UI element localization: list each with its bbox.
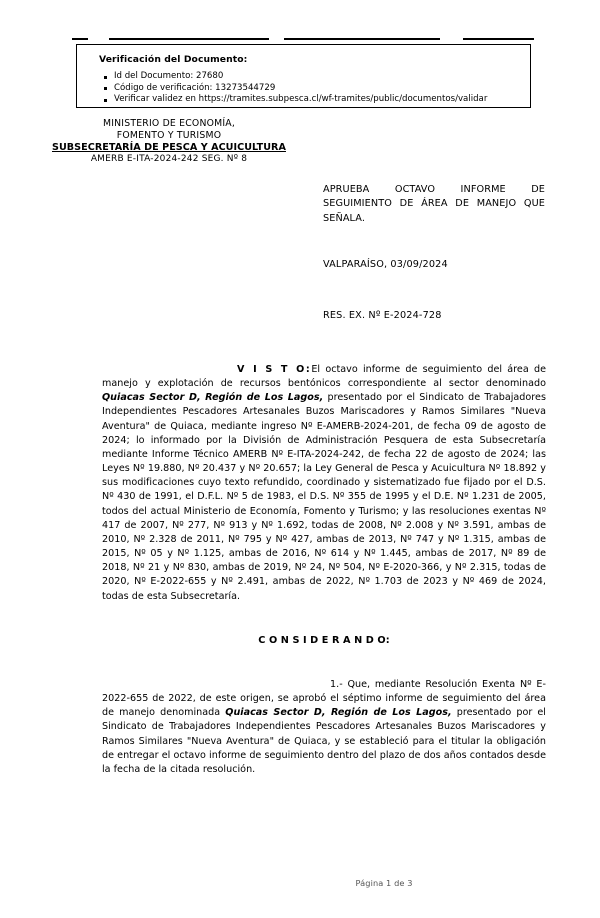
verification-title: Verificación del Documento: <box>99 54 248 65</box>
letterhead <box>38 118 300 165</box>
considerando-area-name: Quiacas Sector D, Región de Los Lagos, <box>225 707 452 719</box>
visto-paragraph <box>102 363 546 604</box>
page-number: Página 1 de 3 <box>355 878 413 888</box>
list-item: Código de verificación: 13273544729 <box>103 83 487 95</box>
verification-list <box>103 71 487 106</box>
letterhead-subsecretaria: SUBSECRETARÍA DE PESCA Y ACUICULTURA <box>52 141 286 153</box>
letterhead-amerb-code: AMERB E-ITA-2024-242 SEG. Nº 8 <box>90 153 248 164</box>
visto-area-name: Quiacas Sector D, Región de Los Lagos, <box>102 392 324 404</box>
letterhead-ministry-line1: MINISTERIO DE ECONOMÍA, <box>102 118 235 129</box>
place-and-date: VALPARAÍSO, 03/09/2024 <box>323 259 448 270</box>
top-divider-rule <box>72 38 534 40</box>
visto-text-part2: presentado por el Sindicato de Trabajadores Independientes Pescadores Artesanales Buzos Mariscadores y Ramos Similares "Nueva Aventura" de Quiaca, mediante ingreso Nº E-AMERB-2024-201, de fecha 09 de agosto de 2024; lo informado por la División de Administración Pesquera de esta Subsecretaría mediante Informe Técnico AMERB Nº E-ITA-2024-242, de fecha 22 de agosto de 2024; las Leyes Nº 19.880, Nº 20.437 y Nº 20.657; la Ley General de Pesca y Acuicultura Nº 18.892 y sus modificaciones cuyo texto refundido, coordinado y sistematizado fue fijado por el D.S. Nº 430 de 1991, el D.F.L. Nº 5 de 1983, el D.S. Nº 355 de 1995 y el D.E. Nº 1.231 de 2005, todos del actual Ministerio de Economía, Fomento y Turismo; y las resoluciones exentas Nº 417 de 2007, Nº 277, Nº 913 y Nº 1.692, todas de 2008, Nº 2.008 y Nº 3.591, ambas de 2010, Nº 2.328 de 2011, Nº 795 y Nº 427, ambas de 2013, Nº 747 y Nº 1.315, ambas de 2015, Nº 05 y Nº 1.125, ambas de 2016, Nº 614 y Nº 1.445, ambas de 2017, Nº 89 de 2018, Nº 21 y Nº 830, ambas de 2019, Nº 24, Nº 504, Nº E-2020-366, y Nº 2.315, todas de 2020, Nº E-2022-655 y Nº 2.491, ambas de 2022, Nº 1.703 de 2023 y Nº 469 de 2024, todas de esta Subsecretaría. <box>102 392 546 602</box>
page-footer <box>0 878 600 888</box>
considerando-item-number: 1.- <box>330 679 343 690</box>
list-item: Verificar validez en https://tramites.subpesca.cl/wf-tramites/public/documentos/validar <box>103 94 487 106</box>
list-item: Id del Documento: 27680 <box>103 71 487 83</box>
considerando-heading: C O N S I D E R A N D O: <box>258 635 390 646</box>
document-subject: APRUEBA OCTAVO INFORME DE SEGUIMIENTO DE ÁREA DE MANEJO QUE SEÑALA. <box>323 184 545 224</box>
letterhead-ministry-line2: FOMENTO Y TURISMO <box>116 129 222 141</box>
visto-text-part1: El octavo informe de seguimiento del área de manejo y explotación de recursos bentónicos correspondiente al sector denominado <box>102 364 546 390</box>
visto-lead-label: V I S T O: <box>237 364 312 375</box>
considerando-text-part1: Que, mediante Resolución Exenta Nº E-2022-655 de 2022, de este origen, se aprobó el séptimo informe de seguimiento del área de manejo denominada <box>102 679 546 719</box>
resolution-number: RES. EX. Nº E-2024-728 <box>323 310 442 321</box>
document-verification-box <box>76 44 531 108</box>
considerando-paragraph <box>102 678 546 777</box>
considerando-text-part2: presentado por el Sindicato de Trabajadores Independientes Pescadores Artesanales Buzos Mariscadores y Ramos Similares "Nueva Aventura" de Quiaca, y se estableció para el titular la obligación de entregar el octavo informe de seguimiento dentro del plazo de dos años contados desde la fecha de la citada resolución. <box>102 707 546 775</box>
